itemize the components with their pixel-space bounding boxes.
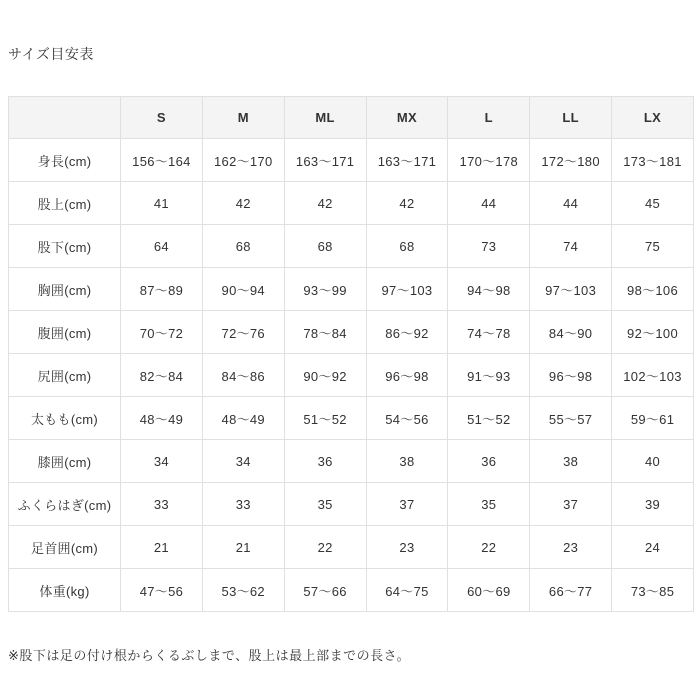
table-cell: 39 [612,483,694,526]
table-cell: 45 [612,182,694,225]
table-row [9,440,694,483]
table-cell: 170〜178 [448,139,530,182]
table-cell: 92〜100 [612,311,694,354]
table-cell: 84〜86 [202,354,284,397]
table-cell: 73 [448,225,530,268]
table-cell: 51〜52 [448,397,530,440]
table-cell: 90〜94 [202,268,284,311]
table-cell: 42 [202,182,284,225]
table-cell: 64〜75 [366,569,448,612]
table-cell: 70〜72 [121,311,203,354]
table-cell: 47〜56 [121,569,203,612]
row-label: 太もも(cm) [9,397,121,440]
table-cell: 37 [366,483,448,526]
table-cell: 74 [530,225,612,268]
column-header: MX [366,97,448,139]
row-label: 膝囲(cm) [9,440,121,483]
table-row [9,268,694,311]
table-cell: 90〜92 [284,354,366,397]
table-row [9,354,694,397]
table-cell: 22 [448,526,530,569]
row-label: 足首囲(cm) [9,526,121,569]
table-cell: 21 [202,526,284,569]
table-cell: 33 [121,483,203,526]
column-header: ML [284,97,366,139]
size-chart-table [8,96,694,612]
row-label: 身長(cm) [9,139,121,182]
table-cell: 98〜106 [612,268,694,311]
table-cell: 51〜52 [284,397,366,440]
table-cell: 35 [448,483,530,526]
row-label: 股下(cm) [9,225,121,268]
table-row [9,569,694,612]
table-cell: 44 [530,182,612,225]
table-cell: 64 [121,225,203,268]
row-label: 胸囲(cm) [9,268,121,311]
row-label: 体重(kg) [9,569,121,612]
table-row [9,182,694,225]
table-cell: 94〜98 [448,268,530,311]
table-cell: 156〜164 [121,139,203,182]
table-cell: 68 [284,225,366,268]
corner-cell [9,97,121,139]
column-header: LL [530,97,612,139]
table-cell: 38 [366,440,448,483]
table-cell: 74〜78 [448,311,530,354]
table-cell: 34 [202,440,284,483]
table-cell: 78〜84 [284,311,366,354]
table-cell: 68 [366,225,448,268]
row-label: 腹囲(cm) [9,311,121,354]
table-cell: 91〜93 [448,354,530,397]
table-cell: 86〜92 [366,311,448,354]
table-cell: 163〜171 [284,139,366,182]
table-row [9,397,694,440]
table-cell: 21 [121,526,203,569]
table-cell: 68 [202,225,284,268]
table-cell: 97〜103 [530,268,612,311]
table-cell: 93〜99 [284,268,366,311]
table-cell: 97〜103 [366,268,448,311]
table-cell: 72〜76 [202,311,284,354]
table-cell: 23 [530,526,612,569]
table-row [9,526,694,569]
table-cell: 42 [284,182,366,225]
table-cell: 163〜171 [366,139,448,182]
column-header: M [202,97,284,139]
table-cell: 75 [612,225,694,268]
table-cell: 44 [448,182,530,225]
column-header: LX [612,97,694,139]
row-label: 尻囲(cm) [9,354,121,397]
table-cell: 66〜77 [530,569,612,612]
table-cell: 48〜49 [121,397,203,440]
table-row [9,483,694,526]
table-cell: 38 [530,440,612,483]
table-cell: 41 [121,182,203,225]
table-cell: 162〜170 [202,139,284,182]
table-cell: 59〜61 [612,397,694,440]
table-cell: 22 [284,526,366,569]
table-cell: 53〜62 [202,569,284,612]
table-cell: 102〜103 [612,354,694,397]
table-cell: 82〜84 [121,354,203,397]
table-cell: 23 [366,526,448,569]
row-label: 股上(cm) [9,182,121,225]
table-cell: 172〜180 [530,139,612,182]
table-row [9,311,694,354]
table-cell: 84〜90 [530,311,612,354]
table-cell: 96〜98 [530,354,612,397]
table-cell: 24 [612,526,694,569]
table-cell: 57〜66 [284,569,366,612]
table-cell: 37 [530,483,612,526]
table-cell: 87〜89 [121,268,203,311]
table-cell: 36 [284,440,366,483]
table-header-row [9,97,694,139]
column-header: L [448,97,530,139]
table-row [9,139,694,182]
table-cell: 36 [448,440,530,483]
table-cell: 34 [121,440,203,483]
table-cell: 40 [612,440,694,483]
table-cell: 35 [284,483,366,526]
table-cell: 60〜69 [448,569,530,612]
table-cell: 48〜49 [202,397,284,440]
table-cell: 73〜85 [612,569,694,612]
row-label: ふくらはぎ(cm) [9,483,121,526]
table-cell: 96〜98 [366,354,448,397]
column-header: S [121,97,203,139]
table-cell: 33 [202,483,284,526]
footnote: ※股下は足の付け根からくるぶしまで、股上は最上部までの長さ。 [8,648,411,663]
table-cell: 55〜57 [530,397,612,440]
table-row [9,225,694,268]
page-title: サイズ目安表 [8,46,94,62]
table-cell: 54〜56 [366,397,448,440]
table-cell: 42 [366,182,448,225]
table-cell: 173〜181 [612,139,694,182]
